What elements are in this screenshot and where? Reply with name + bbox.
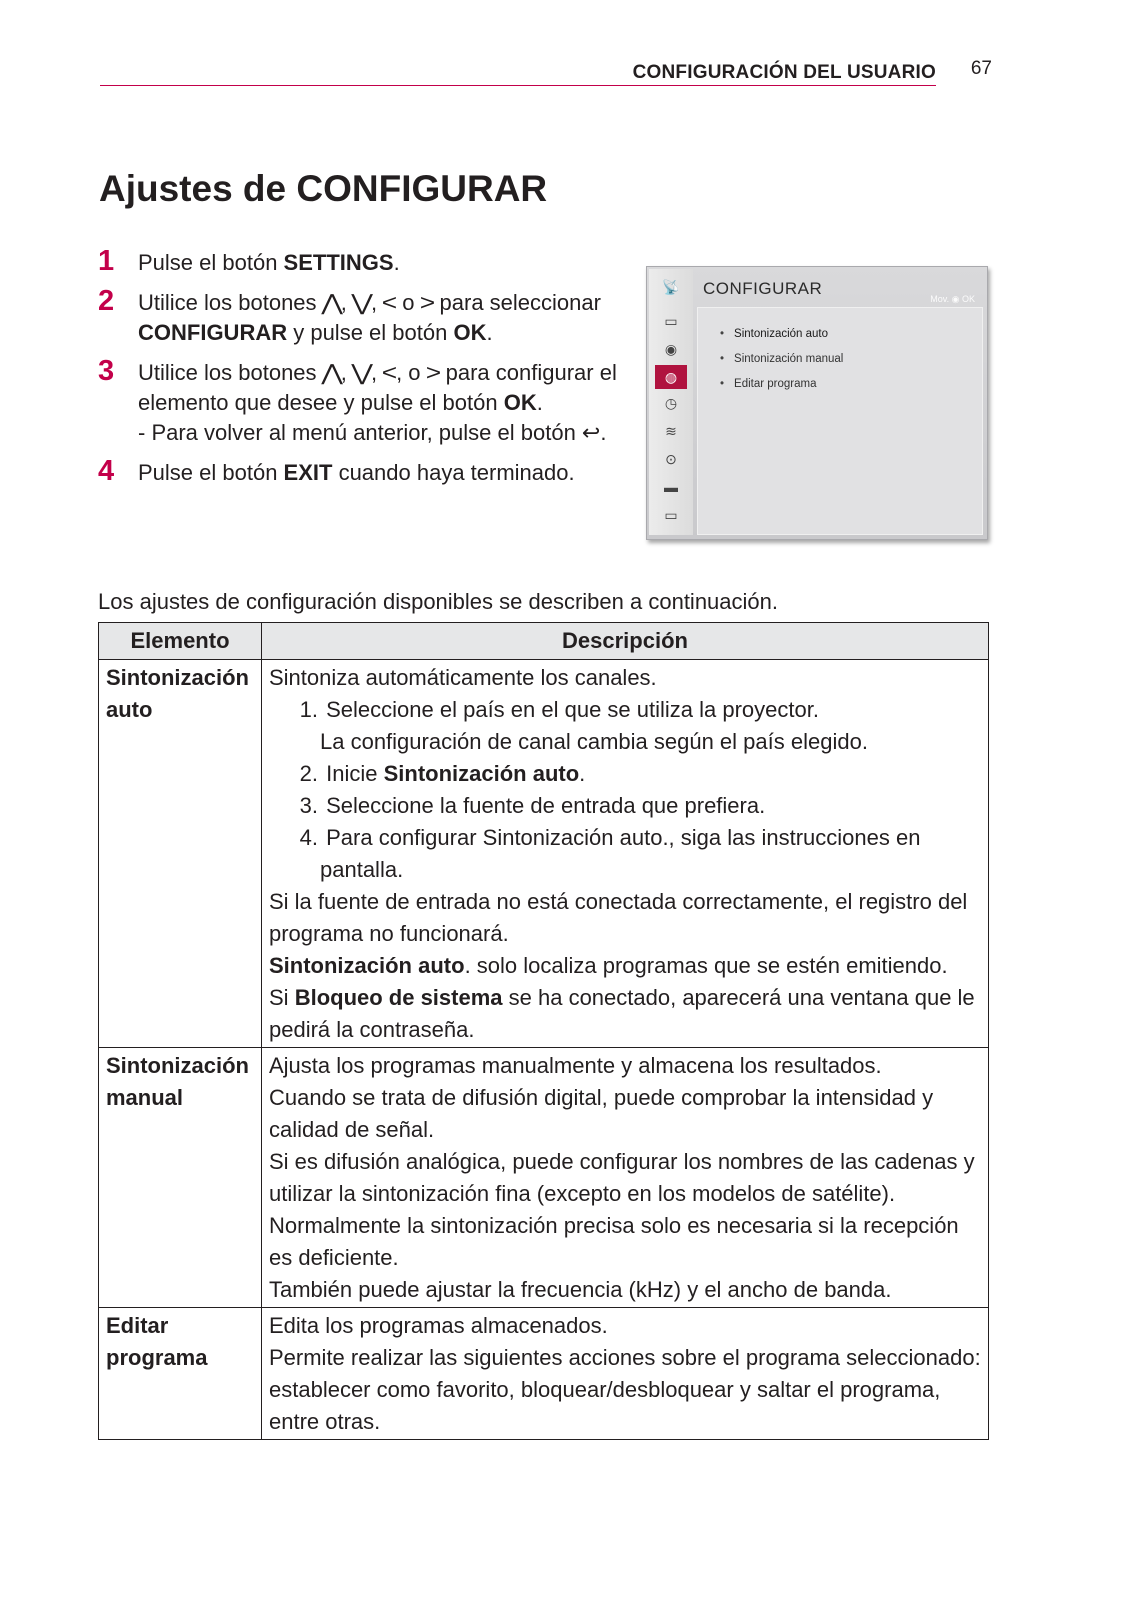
- audio-icon: ◉: [664, 340, 678, 357]
- page-number: 67: [970, 58, 992, 79]
- menu-item-editar-programa[interactable]: • Editar programa: [720, 372, 982, 397]
- step-text: Pulse el botón: [138, 460, 284, 485]
- step-4: [98, 455, 638, 488]
- up-arrow-icon: ⋀: [320, 360, 343, 385]
- up-arrow-icon: ⋀: [320, 290, 343, 315]
- row-name: Sintonización manual: [99, 1048, 262, 1308]
- table-row: [99, 660, 989, 1048]
- intro-text: Los ajustes de configuración disponibles se describen a continuación.: [98, 589, 778, 614]
- step-text: y pulse el botón: [287, 320, 454, 345]
- projector-icon: ▭: [664, 506, 678, 523]
- steps-list: [98, 245, 638, 498]
- column-header-descripcion: Descripción: [262, 623, 989, 660]
- step-text: o: [396, 290, 421, 315]
- step-text: , o: [396, 360, 427, 385]
- description-line: Cuando se trata de difusión digital, puede comprobar la intensidad y calidad de señal.: [269, 1085, 934, 1142]
- menu-panel: [697, 307, 983, 535]
- step-text: Utilice los botones: [138, 360, 323, 385]
- step-number: 1: [98, 245, 115, 277]
- configurar-label: CONFIGURAR: [138, 320, 288, 345]
- picture-icon: ▭: [664, 312, 678, 329]
- numbered-step-continuation: La configuración de canal cambia según el país elegido.: [320, 729, 868, 754]
- menu-item-sintonizacion-auto[interactable]: • Sintonización auto: [720, 322, 982, 347]
- section-title: CONFIGURACIÓN DEL USUARIO: [632, 62, 936, 83]
- step-number: 2: [98, 285, 115, 317]
- settings-button-label: SETTINGS: [283, 250, 394, 275]
- menu-sidebar: [649, 269, 693, 535]
- menu-item-sintonizacion-manual[interactable]: • Sintonización manual: [720, 347, 982, 372]
- page-title: Ajustes de CONFIGURAR: [99, 168, 548, 209]
- row-name: Editar programa: [99, 1308, 262, 1440]
- row-description: [262, 660, 989, 1048]
- step-1: [98, 245, 638, 278]
- left-arrow-icon: <: [381, 360, 398, 385]
- description-line: Permite realizar las siguientes acciones sobre el programa seleccionado: establecer como favorito, bloquear/desbloquear y saltar el programa, entre otras.: [269, 1345, 981, 1434]
- numbered-step: 3. Seleccione la fuente de entrada que prefiera.: [299, 793, 766, 818]
- description-line: Si es difusión analógica, puede configurar los nombres de las cadenas y utilizar la sintonización fina (excepto en los modelos de satélite). Normalmente la sintonización precisa solo es necesaria si la recepción es deficiente.: [269, 1149, 975, 1270]
- right-arrow-icon: >: [419, 290, 435, 315]
- ok-button-label: OK: [503, 390, 537, 415]
- network-icon: ≋: [665, 422, 677, 439]
- description-line: Edita los programas almacenados.: [269, 1313, 608, 1338]
- step-3: 3 Utilice los botones ⋀, ⋁, <, o > para configurar el elemento que desee y pulse el botón OK. - Para volver al menú anterior, pulse el botón ↩.: [98, 358, 638, 448]
- table-row: [99, 1048, 989, 1308]
- step-text: .: [486, 320, 493, 345]
- satellite-icon: ◍: [655, 365, 687, 389]
- numbered-step-continuation: pantalla.: [320, 857, 404, 882]
- menu-options: [698, 308, 982, 397]
- step-text: .: [393, 250, 400, 275]
- description-line: Ajusta los programas manualmente y almacena los resultados.: [269, 1053, 882, 1078]
- table-row: [99, 1308, 989, 1440]
- column-header-elemento: Elemento: [99, 623, 262, 660]
- lock-icon: ⊙: [665, 450, 677, 467]
- settings-table: [98, 622, 989, 1440]
- row-name: Sintonización auto: [99, 660, 262, 1048]
- description-line: Si la fuente de entrada no está conectada correctamente, el registro del programa no funcionará.: [269, 889, 968, 946]
- right-arrow-icon: >: [425, 360, 441, 385]
- table-header-row: [99, 623, 989, 660]
- clock-icon: ◷: [664, 394, 678, 411]
- down-arrow-icon: ⋁: [351, 360, 373, 385]
- down-arrow-icon: ⋁: [351, 290, 373, 315]
- menu-hint: Mov. ◉ OK: [930, 294, 975, 304]
- satellite-dish-icon: 📡: [662, 278, 680, 295]
- step-number: 4: [98, 455, 115, 487]
- step-text: Utilice los botones: [138, 290, 323, 315]
- numbered-step: 2. Inicie Sintonización auto.: [299, 761, 586, 786]
- menu-title: CONFIGURAR: [703, 279, 823, 298]
- step-text: Pulse el botón: [138, 250, 284, 275]
- step-note: - Para volver al menú anterior, pulse el botón ↩.: [138, 420, 607, 445]
- left-arrow-icon: <: [381, 290, 398, 315]
- step-2: 2 Utilice los botones ⋀, ⋁, < o > para seleccionar CONFIGURAR y pulse el botón OK.: [98, 285, 601, 345]
- row-description: [262, 1308, 989, 1440]
- ok-button-label: OK: [453, 320, 487, 345]
- description-line: Sintonización auto. solo localiza programas que se estén emitiendo.: [269, 953, 948, 978]
- step-text: cuando haya terminado.: [332, 460, 575, 485]
- step-text: para configurar el elemento que desee y pulse el botón: [138, 360, 617, 415]
- header-divider: [100, 85, 936, 86]
- numbered-step: 1. Seleccione el país en el que se utiliza la proyector.: [299, 697, 819, 722]
- description-line: Sintoniza automáticamente los canales.: [269, 665, 657, 690]
- description-line: Si Bloqueo de sistema se ha conectado, aparecerá una ventana que le pedirá la contraseña.: [269, 985, 975, 1042]
- step-text: para seleccionar: [433, 290, 601, 315]
- configurar-menu-screenshot: [646, 266, 988, 540]
- step-text: .: [536, 390, 543, 415]
- numbered-step: 4. Para configurar Sintonización auto., siga las instrucciones en: [299, 825, 921, 850]
- step-number: 3: [98, 355, 115, 387]
- description-line: También puede ajustar la frecuencia (kHz) y el ancho de banda.: [269, 1277, 892, 1302]
- exit-button-label: EXIT: [283, 460, 333, 485]
- row-description: [262, 1048, 989, 1308]
- toolbox-icon: ▬: [664, 479, 678, 495]
- page-header: [100, 58, 992, 90]
